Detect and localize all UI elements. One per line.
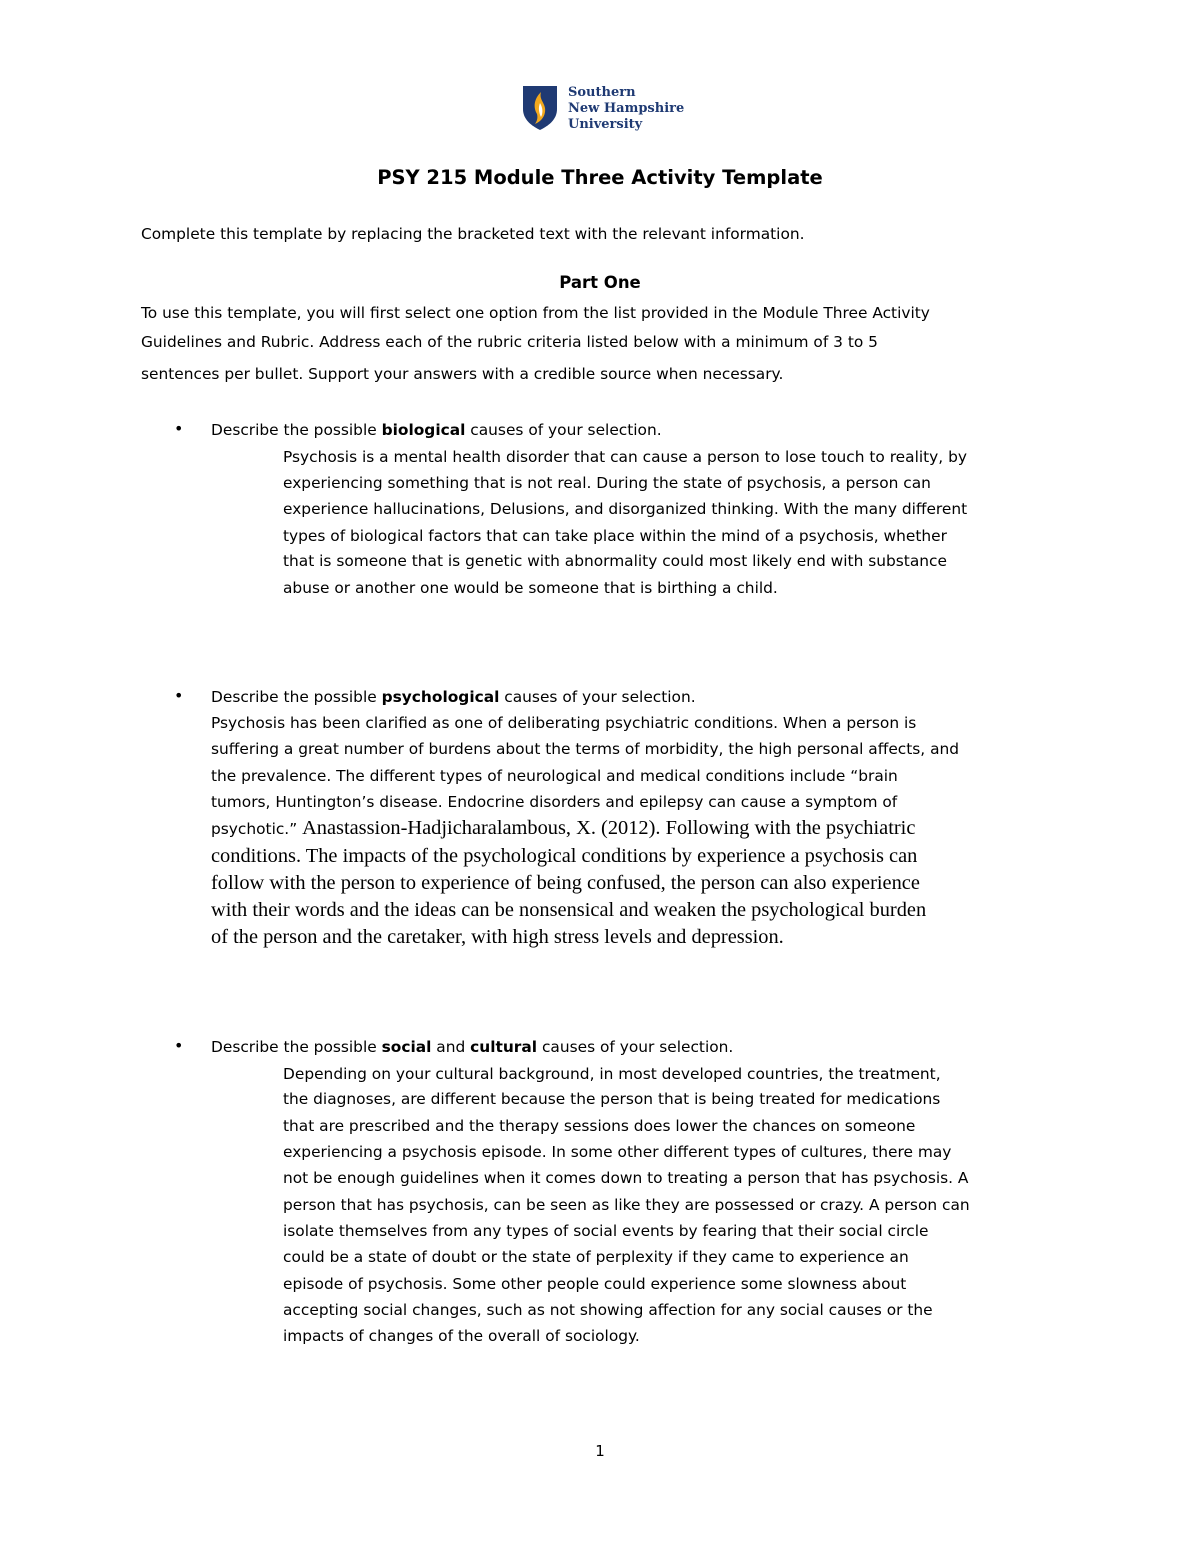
bullet-marker: • (174, 419, 184, 438)
keyword-biological: biological (381, 421, 466, 439)
answer-line: experiencing a psychosis episode. In some other different types of cultures, there may (283, 1143, 952, 1161)
logo-line-1: Southern (568, 85, 636, 100)
shield-flame-icon (522, 85, 558, 131)
answer-line: Psychosis is a mental health disorder that can cause a person to lose touch to reality, by (283, 448, 967, 466)
answer-line: person that has psychosis, can be seen as like they are possessed or crazy. A person can (283, 1196, 970, 1214)
logo-line-3: University (568, 117, 643, 132)
bullet-prompt-social-cultural: Describe the possible social and cultural causes of your selection. (211, 1038, 734, 1056)
answer-line: abuse or another one would be someone that is birthing a child. (283, 579, 778, 597)
citation-text: Anastassion-Hadjicharalambous, X. (2012). Following with the psychiatric (302, 817, 916, 839)
answer-line: tumors, Huntington’s disease. Endocrine disorders and epilepsy can cause a symptom of (211, 793, 898, 811)
answer-line: of the person and the caretaker, with high stress levels and depression. (211, 926, 784, 948)
answer-line: could be a state of doubt or the state of perplexity if they came to experience an (283, 1248, 909, 1266)
answer-line-mixed: psychotic.” Anastassion-Hadjicharalambous, X. (2012). Following with the psychiatric (211, 817, 916, 839)
answer-line: types of biological factors that can take place within the mind of a psychosis, whether (283, 527, 947, 545)
answer-line: isolate themselves from any types of social events by fearing that their social circle (283, 1222, 929, 1240)
bullet-prompt-biological: Describe the possible biological causes of your selection. (211, 421, 662, 439)
keyword-social: social (381, 1038, 432, 1056)
answer-line: that are prescribed and the therapy sessions does lower the chances on someone (283, 1117, 916, 1135)
part-one-heading: Part One (559, 273, 641, 292)
bullet-marker: • (174, 686, 184, 705)
answer-line: accepting social changes, such as not showing affection for any social causes or the (283, 1301, 933, 1319)
logo-line-2: New Hampshire (568, 101, 685, 116)
bullet-marker: • (174, 1036, 184, 1055)
answer-line: conditions. The impacts of the psychological conditions by experience a psychosis can (211, 845, 918, 867)
keyword-cultural: cultural (470, 1038, 538, 1056)
intro-line-2: Guidelines and Rubric. Address each of the rubric criteria listed below with a minimum of 3 to 5 (141, 333, 878, 351)
intro-line-1: To use this template, you will first select one option from the list provided in the Module Three Activity (141, 304, 930, 322)
answer-line: experience hallucinations, Delusions, and disorganized thinking. With the many different (283, 500, 968, 518)
answer-line: experiencing something that is not real. During the state of psychosis, a person can (283, 474, 931, 492)
page-title: PSY 215 Module Three Activity Template (377, 166, 823, 189)
answer-line: episode of psychosis. Some other people could experience some slowness about (283, 1275, 907, 1293)
instruction-text: Complete this template by replacing the bracketed text with the relevant information. (141, 225, 805, 243)
answer-line: the prevalence. The different types of neurological and medical conditions include “brain (211, 767, 898, 785)
answer-line: with their words and the ideas can be nonsensical and weaken the psychological burden (211, 899, 927, 921)
answer-line: follow with the person to experience of being confused, the person can also experience (211, 872, 920, 894)
page-number: 1 (595, 1442, 605, 1460)
university-logo (522, 84, 692, 134)
answer-line: impacts of changes of the overall of sociology. (283, 1327, 640, 1345)
answer-line: that is someone that is genetic with abnormality could most likely end with substance (283, 552, 947, 570)
bullet-prompt-psychological: Describe the possible psychological causes of your selection. (211, 688, 696, 706)
answer-line: the diagnoses, are different because the person that is being treated for medications (283, 1090, 941, 1108)
answer-line: Depending on your cultural background, in most developed countries, the treatment, (283, 1065, 941, 1083)
intro-line-3: sentences per bullet. Support your answers with a credible source when necessary. (141, 365, 784, 383)
answer-line: not be enough guidelines when it comes down to treating a person that has psychosis. A (283, 1169, 969, 1187)
keyword-psychological: psychological (381, 688, 500, 706)
answer-line: suffering a great number of burdens about the terms of morbidity, the high personal affects, and (211, 740, 960, 758)
answer-line: Psychosis has been clarified as one of deliberating psychiatric conditions. When a person is (211, 714, 917, 732)
